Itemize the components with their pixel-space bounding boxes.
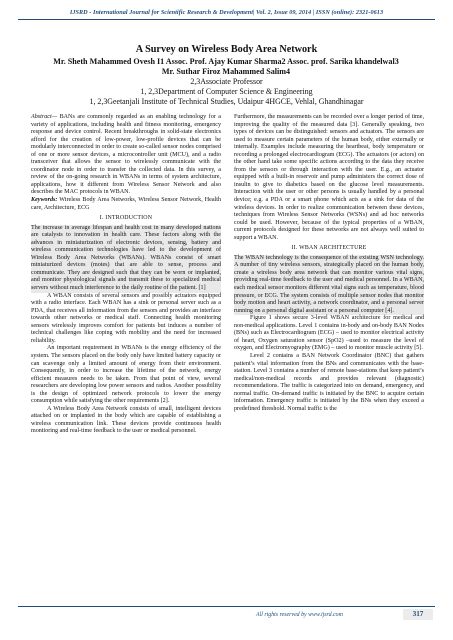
abstract-label: Abstract— <box>31 114 58 120</box>
abstract-text: BANs are commonly regarded as an enabling technology for a variety of applications, including health and fitness monitoring, emergency response and device control. Recent breakthroughs in solid-state electronics afford for the creation of low-power, low-profile devices that can be modularly interconnected in order to create so-called sensor nodes comprised of one or more sensor devices, a microcontroller unit (MCU), and a radio transceiver that allows the sensor to wirelessly communicate with the coordinator node in order to transfer the collected data. In this survey, a review of the on-going research in WBANs in terms of system architecture, applications, how it different from Wireless Sensor Network and also describes the MAC protocols in WBAN. <box>31 114 221 196</box>
paper-title: A Survey on Wireless Body Area Network <box>135 44 318 55</box>
journal-header: IJSRD - International Journal for Scientific Research & Development| Vol. 2, Issue 09, 2014 | ISSN (online): 2321-0613 <box>69 9 384 16</box>
affiliation-institute: 1, 2,3Geetanjali Institute of Technical Studies, Udaipur 4HGCE, Vehlal, Ghandhinagar <box>89 97 364 106</box>
paragraph: Figure 1 shows secure 3-level WBAN architecture for medical and non-medical applications. Level 1 contains in-body and on-body BAN Nodes (BNs) such as Electrocardiogram (ECG) – used to monitor electrical activity of heart, Oxygen saturation sensor (SpO2) –used to measure the level of oxygen, and Electromyography (EMG) – used to monitor muscle activity [5]. <box>234 315 424 352</box>
section-heading-introduction: I. INTRODUCTION <box>99 215 153 222</box>
header-rule <box>18 19 435 20</box>
paragraph: A Wireless Body Area Network consists of small, intelligent devices attached on or implanted in the body which are capable of establishing a wireless communication link. These devices provide continuous health monitoring and real-time feedback to the user or medical personnel. <box>31 405 221 435</box>
footer-rights: All rights reserved by www.ijsrd.com <box>256 612 343 618</box>
right-column <box>234 114 424 413</box>
author-line: Mr. Sheth Mahammed Ovesh I1 Assoc. Prof. Ajay Kumar Sharma2 Assoc. prof. Sarika khandelwal3 Mr. Suthar Firoz Mahammed Salim4 <box>53 57 399 76</box>
left-column <box>31 114 221 436</box>
paragraph: Furthermore, the measurements can be recorded over a longer period of time, improving the quality of the measured data [3]. Generally speaking, two types of devices can be distinguished: sensors and actuators. The sensors are used to measure certain parameters of the human body, either externally or internally. Examples include measuring the heartbeat, body temperature or recording a prolonged electrocardiogram (ECG). The actuators (or actors) on the other hand take some specific actions according to the data they receive from the sensors or through interaction with the user. E.g., an actuator equipped with a built-in reservoir and pump administers the correct dose of insulin to give to diabetics based on the glucose level measurements. Interaction with the user or other persons is usually handled by a personal device; e.g. a PDA or a smart phone which acts as a sink for data of the wireless devices. In order to realize communication between these devices, techniques from Wireless Sensor Networks (WSNs) and ad hoc networks could be used. However, because of the typical properties of a WBAN, current protocols designed for these networks are not always well suited to support a WBAN. <box>234 114 424 241</box>
paragraph: Level 2 contains a BAN Network Coordinator (BNC) that gathers patient’s vital information from the BNs and communicates with the base-station. Level 3 contains a number of remote base-stations that keep patient’s medical/non-medical records and provides relevant (diagnostic) recommendations. The traffic is categorized into on demand, emergency, and normal traffic. On-demand traffic is initiated by the BNC to acquire certain information. Emergency traffic is initiated by the BNs when they exceed a predefined threshold. Normal traffic is the <box>234 352 424 412</box>
affiliation-role: 2,3Associate Professor <box>190 77 263 86</box>
paragraph: The WBAN technology is the consequence of the existing WSN technology. A number of tiny wireless sensors, strategically placed on the human body, create a wireless body area network that can monitor various vital signs, providing real-time feedback to the user and medical personnel. In a WBAN, each medical sensor monitors different vital signs such as temperature, blood pressure, or ECG. The system consists of multiple sensor nodes that monitor body motion and heart activity, a network coordinator, and a personal server running on a personal digital assistant or a personal computer [4]. <box>234 254 424 314</box>
section-heading-architecture: II. WBAN ARCHITECTURE <box>291 245 367 252</box>
keywords <box>31 197 221 212</box>
paragraph: A WBAN consists of several sensors and possibly actuators equipped with a radio interface. Each WBAN has a sink or personal server such as a PDA, that receives all information from the sensors and provides an interface towards other networks or medical staff. Connecting health monitoring sensors wirelessly improves comfort for patients but induces a number of technical challenges like coping with mobility and the need for increased reliability. <box>31 292 221 344</box>
keywords-text: Wireless Body Area Networks, Wireless Sensor Network, Health care, Architecture, ECG <box>31 197 221 211</box>
affiliation-department: 1, 2,3Department of Computer Science & Engineering <box>140 87 313 96</box>
footer-rule <box>18 606 435 607</box>
keywords-label: Keywords: <box>31 197 58 204</box>
page-number: 317 <box>403 609 433 620</box>
paragraph: An important requirement in WBANs is the energy efficiency of the system. The sensors placed on the body only have limited battery capacity or can scavenge only a limited amount of energy from their environment. Consequently, in order to increase the lifetime of the network, energy efficient measures needs to be taken. From that point of view, several researchers are developing low power sensors and radios. Another possibility is the design of optimized network protocols to lower the energy consumption while satisfying the other requirements [2]. <box>31 345 221 405</box>
abstract <box>31 114 221 197</box>
paragraph: The increase in average lifespan and health cost in many developed nations are catalysts to innovation in health care. These factors along with the advances in miniaturization of electronic devices, sensing, battery and wireless communication technologies have led to the development of Wireless Body Area Networks (WBANs). WBANs consist of smart miniaturized devices (motes) that are able to sense, process and communicate. They are designed such that they can be worn or implanted, and monitor physiological signals and transmit these to specialized medical servers without much interference to the daily routine of the patient. [1] <box>31 224 221 292</box>
